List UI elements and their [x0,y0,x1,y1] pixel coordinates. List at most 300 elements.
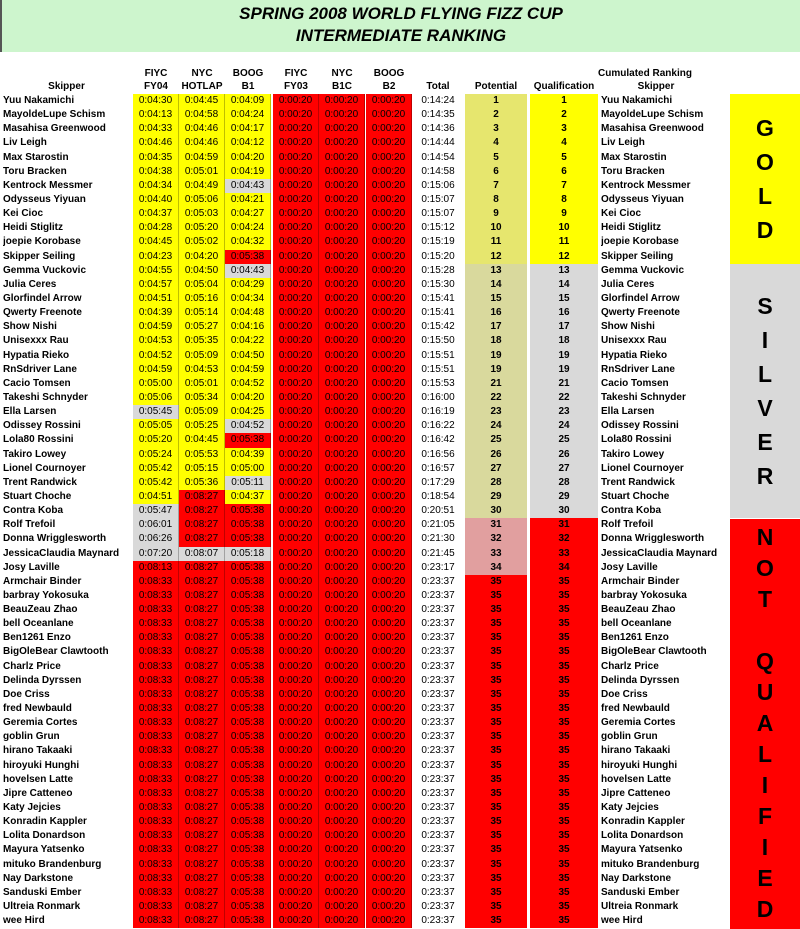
qualification-rank: 6 [530,165,598,179]
time-b1c: 0:00:20 [319,179,365,193]
potential-rank: 9 [465,207,527,221]
time-fy03: 0:00:20 [273,518,319,532]
time-b1: 0:04:59 [225,363,271,377]
time-hotlap: 0:05:16 [179,292,225,306]
skipper-name: Odissey Rossini [3,420,81,432]
time-fy03: 0:00:20 [273,221,319,235]
header-fiyc-fy03-line1: FIYC [284,68,308,79]
potential-rank: 22 [465,391,527,405]
time-hotlap: 0:08:27 [179,801,225,815]
time-b1: 0:05:38 [225,589,271,603]
time-fy03: 0:00:20 [273,900,319,914]
skipper-name: Takeshi Schnyder [3,391,88,403]
time-hotlap: 0:05:01 [179,165,225,179]
qualification-rank: 35 [530,872,598,886]
header-nyc-hotlap-line1: NYC [191,68,213,79]
time-fy03: 0:00:20 [273,250,319,264]
time-b1: 0:05:38 [225,872,271,886]
table-row [0,306,730,320]
time-b2: 0:00:20 [366,645,412,659]
total-time: 0:23:37 [421,703,455,715]
time-fy03: 0:00:20 [273,617,319,631]
qualification-rank: 12 [530,250,598,264]
qualification-rank: 2 [530,108,598,122]
time-hotlap: 0:08:27 [179,843,225,857]
time-b1: 0:05:00 [225,462,271,476]
time-b1c: 0:00:20 [319,504,365,518]
skipper-name: Charlz Price [3,660,61,672]
time-fy04: 0:08:33 [133,801,179,815]
cumulated-skipper-name: Mayura Yatsenko [601,844,683,856]
total-time: 0:23:37 [421,717,455,729]
potential-rank: 19 [465,349,527,363]
potential-rank: 35 [465,815,527,829]
time-hotlap: 0:08:27 [179,504,225,518]
time-fy03: 0:00:20 [273,801,319,815]
time-fy03: 0:00:20 [273,490,319,504]
total-time: 0:16:00 [421,391,455,403]
table-row [0,264,730,278]
time-fy04: 0:04:46 [133,136,179,150]
time-hotlap: 0:05:20 [179,221,225,235]
cumulated-skipper-name: Rolf Trefoil [601,519,654,531]
potential-rank: 30 [465,504,527,518]
time-b2: 0:00:20 [366,787,412,801]
cumulated-skipper-name: Hypatia Rieko [601,349,668,361]
header-nyc-hotlap-line2: HOTLAP [181,81,223,92]
qualification-rank: 11 [530,235,598,249]
cumulated-skipper-name: Geremia Cortes [601,717,676,729]
skipper-name: Geremia Cortes [3,717,78,729]
cumulated-skipper-name: Lola80 Rossini [601,434,672,446]
time-fy03: 0:00:20 [273,858,319,872]
time-b2: 0:00:20 [366,419,412,433]
time-fy03: 0:00:20 [273,575,319,589]
cumulated-skipper-name: Armchair Binder [601,575,680,587]
time-hotlap: 0:08:27 [179,660,225,674]
time-b2: 0:00:20 [366,476,412,490]
time-hotlap: 0:04:45 [179,433,225,447]
time-hotlap: 0:05:15 [179,462,225,476]
time-hotlap: 0:04:49 [179,179,225,193]
skipper-name: JessicaClaudia Maynard [3,547,120,559]
total-time: 0:23:37 [421,844,455,856]
time-b1: 0:05:38 [225,702,271,716]
cumulated-skipper-name: hiroyuki Hunghi [601,759,678,771]
time-fy04: 0:08:33 [133,900,179,914]
time-fy03: 0:00:20 [273,744,319,758]
time-fy04: 0:04:30 [133,94,179,108]
time-b1c: 0:00:20 [319,660,365,674]
header-nyc-b1c-line2: B1C [331,81,352,92]
table-row [0,872,730,886]
skipper-name: Show Nishi [3,321,57,333]
time-b1c: 0:00:20 [319,801,365,815]
skipper-name: Heidi Stiglitz [3,222,63,234]
time-b1: 0:05:38 [225,914,271,928]
cumulated-skipper-name: Masahisa Greenwood [601,123,704,135]
total-time: 0:23:37 [421,759,455,771]
cumulated-skipper-name: Kentrock Messmer [601,179,691,191]
group-label-letter: S [757,293,773,320]
time-b1c: 0:00:20 [319,235,365,249]
time-b1c: 0:00:20 [319,462,365,476]
time-b1: 0:05:38 [225,631,271,645]
header-boog-b2-line2: B2 [382,81,396,92]
table-row [0,787,730,801]
time-hotlap: 0:08:27 [179,532,225,546]
skipper-name: Ella Larsen [3,406,57,418]
potential-rank: 35 [465,660,527,674]
time-fy03: 0:00:20 [273,603,319,617]
time-fy04: 0:05:05 [133,419,179,433]
time-b1c: 0:00:20 [319,631,365,645]
total-time: 0:21:45 [421,547,455,559]
time-fy04: 0:04:59 [133,320,179,334]
qualification-rank: 35 [530,787,598,801]
time-hotlap: 0:05:53 [179,448,225,462]
time-fy04: 0:08:33 [133,688,179,702]
time-fy04: 0:04:28 [133,221,179,235]
qualification-rank: 9 [530,207,598,221]
skipper-name: wee Hird [3,915,45,927]
time-b1c: 0:00:20 [319,207,365,221]
time-fy03: 0:00:20 [273,235,319,249]
qualification-rank: 35 [530,914,598,928]
time-b1: 0:05:38 [225,660,271,674]
table-row [0,235,730,249]
qualification-rank: 35 [530,886,598,900]
qualification-rank: 22 [530,391,598,405]
time-b1: 0:05:38 [225,250,271,264]
group-label-letter: T [757,586,773,613]
skipper-name: Sanduski Ember [3,886,82,898]
table-row [0,532,730,546]
table-row [0,674,730,688]
total-time: 0:17:29 [421,476,455,488]
total-time: 0:14:58 [421,165,455,177]
time-fy03: 0:00:20 [273,334,319,348]
time-fy03: 0:00:20 [273,405,319,419]
cumulated-skipper-name: Donna Wrigglesworth [601,533,705,545]
time-fy03: 0:00:20 [273,716,319,730]
table-row [0,829,730,843]
time-fy04: 0:08:33 [133,631,179,645]
header-fiyc-fy04-line1: FIYC [144,68,168,79]
table-row [0,914,730,928]
time-fy03: 0:00:20 [273,688,319,702]
table-row [0,250,730,264]
potential-rank: 7 [465,179,527,193]
total-time: 0:23:37 [421,660,455,672]
group-label-letter: U [756,679,774,706]
time-b1c: 0:00:20 [319,645,365,659]
cumulated-skipper-name: MayoldeLupe Schism [601,109,704,121]
time-b1: 0:05:11 [225,476,271,490]
time-b1: 0:04:20 [225,151,271,165]
qualification-rank: 7 [530,179,598,193]
total-time: 0:15:51 [421,363,455,375]
time-b1c: 0:00:20 [319,843,365,857]
time-hotlap: 0:04:58 [179,108,225,122]
time-b1: 0:04:16 [225,320,271,334]
total-time: 0:23:37 [421,816,455,828]
time-hotlap: 0:08:27 [179,490,225,504]
total-time: 0:15:50 [421,335,455,347]
potential-rank: 4 [465,136,527,150]
potential-rank: 8 [465,193,527,207]
potential-rank: 35 [465,759,527,773]
group-label-letter: O [756,148,774,175]
potential-rank: 26 [465,448,527,462]
total-time: 0:23:37 [421,632,455,644]
qualification-rank: 34 [530,561,598,575]
time-fy04: 0:04:38 [133,165,179,179]
skipper-name: goblin Grun [3,731,60,743]
table-row [0,165,730,179]
qualification-rank: 19 [530,349,598,363]
table-row [0,278,730,292]
time-b2: 0:00:20 [366,250,412,264]
time-fy03: 0:00:20 [273,433,319,447]
time-fy03: 0:00:20 [273,759,319,773]
potential-rank: 23 [465,405,527,419]
time-fy03: 0:00:20 [273,702,319,716]
time-hotlap: 0:08:27 [179,603,225,617]
time-b1c: 0:00:20 [319,914,365,928]
header-skipper: Skipper [48,81,85,92]
skipper-name: Max Starostin [3,151,69,163]
time-b2: 0:00:20 [366,900,412,914]
time-fy03: 0:00:20 [273,476,319,490]
time-b1: 0:04:24 [225,221,271,235]
time-b1: 0:05:38 [225,815,271,829]
cumulated-skipper-name: Josy Laville [601,561,658,573]
potential-rank: 35 [465,872,527,886]
time-b1c: 0:00:20 [319,419,365,433]
time-b2: 0:00:20 [366,886,412,900]
table-row [0,547,730,561]
time-b2: 0:00:20 [366,151,412,165]
time-fy03: 0:00:20 [273,886,319,900]
potential-rank: 31 [465,518,527,532]
skipper-name: Skipper Seiling [3,250,76,262]
cumulated-skipper-name: JessicaClaudia Maynard [601,547,718,559]
qualification-rank: 21 [530,377,598,391]
time-b1c: 0:00:20 [319,136,365,150]
qualification-rank: 10 [530,221,598,235]
time-b2: 0:00:20 [366,448,412,462]
potential-rank: 35 [465,858,527,872]
time-hotlap: 0:08:27 [179,674,225,688]
table-row [0,207,730,221]
potential-rank: 32 [465,532,527,546]
skipper-name: Glorfindel Arrow [3,292,82,304]
total-time: 0:15:19 [421,236,455,248]
table-row [0,448,730,462]
skipper-name: Lolita Donardson [3,830,86,842]
time-b2: 0:00:20 [366,235,412,249]
time-b1: 0:05:38 [225,730,271,744]
total-time: 0:23:37 [421,773,455,785]
table-row [0,391,730,405]
skipper-name: bell Oceanlane [3,618,74,630]
time-hotlap: 0:08:27 [179,575,225,589]
time-hotlap: 0:08:07 [179,547,225,561]
time-b2: 0:00:20 [366,744,412,758]
header-fiyc-fy04-line2: FY04 [144,81,168,92]
group-label-silver [730,264,800,519]
total-time: 0:23:37 [421,618,455,630]
time-b2: 0:00:20 [366,122,412,136]
time-fy03: 0:00:20 [273,829,319,843]
time-b1c: 0:00:20 [319,900,365,914]
cumulated-skipper-name: hovelsen Latte [601,773,672,785]
time-fy04: 0:08:33 [133,872,179,886]
total-time: 0:14:24 [421,95,455,106]
total-time: 0:23:37 [421,646,455,658]
time-b1c: 0:00:20 [319,405,365,419]
time-fy04: 0:04:34 [133,179,179,193]
table-row [0,518,730,532]
total-time: 0:15:41 [421,292,455,304]
potential-rank: 5 [465,151,527,165]
time-fy03: 0:00:20 [273,419,319,433]
time-b1: 0:04:43 [225,179,271,193]
group-label-letter: Q [756,648,774,675]
skipper-name: Lionel Cournoyer [3,462,86,474]
time-b2: 0:00:20 [366,561,412,575]
time-b1c: 0:00:20 [319,264,365,278]
time-hotlap: 0:08:27 [179,872,225,886]
potential-rank: 27 [465,462,527,476]
time-b1: 0:04:27 [225,207,271,221]
potential-rank: 25 [465,433,527,447]
time-b1: 0:05:38 [225,674,271,688]
table-row [0,843,730,857]
time-fy04: 0:08:33 [133,702,179,716]
potential-rank: 17 [465,320,527,334]
time-b1c: 0:00:20 [319,165,365,179]
qualification-rank: 25 [530,433,598,447]
group-label-letter: E [757,429,773,456]
total-time: 0:21:05 [421,519,455,531]
cumulated-skipper-name: Odysseus Yiyuan [601,193,684,205]
time-fy03: 0:00:20 [273,660,319,674]
skipper-name: Ben1261 Enzo [3,632,71,644]
cumulated-skipper-name: Max Starostin [601,151,667,163]
time-b1c: 0:00:20 [319,744,365,758]
table-row [0,476,730,490]
skipper-name: Donna Wrigglesworth [3,533,107,545]
potential-rank: 35 [465,773,527,787]
total-time: 0:23:37 [421,674,455,686]
time-hotlap: 0:04:46 [179,122,225,136]
time-b1c: 0:00:20 [319,292,365,306]
time-b2: 0:00:20 [366,391,412,405]
time-b1: 0:05:38 [225,787,271,801]
skipper-name: Masahisa Greenwood [3,123,106,135]
time-fy04: 0:04:23 [133,250,179,264]
time-fy03: 0:00:20 [273,730,319,744]
header-nyc-b1c-line1: NYC [331,68,353,79]
time-b1c: 0:00:20 [319,151,365,165]
time-b1c: 0:00:20 [319,193,365,207]
time-fy03: 0:00:20 [273,631,319,645]
time-b1: 0:04:12 [225,136,271,150]
time-b1: 0:05:38 [225,716,271,730]
time-b1: 0:05:38 [225,759,271,773]
potential-rank: 29 [465,490,527,504]
cumulated-skipper-name: Stuart Choche [601,490,670,502]
time-b1: 0:05:38 [225,744,271,758]
time-b1c: 0:00:20 [319,334,365,348]
time-fy04: 0:04:39 [133,306,179,320]
skipper-name: Yuu Nakamichi [3,95,75,106]
skipper-name: Qwerty Freenote [3,307,82,319]
skipper-name: Takiro Lowey [3,448,67,460]
total-time: 0:23:17 [421,561,455,573]
skipper-name: fred Newbauld [3,703,72,715]
qualification-rank: 35 [530,801,598,815]
time-fy04: 0:08:33 [133,787,179,801]
group-label-not [730,519,800,929]
time-fy04: 0:08:33 [133,914,179,928]
cumulated-skipper-name: Katy Jejcies [601,802,659,814]
group-label-letter [762,615,768,646]
time-b1: 0:05:38 [225,433,271,447]
cumulated-skipper-name: fred Newbauld [601,703,670,715]
time-b1c: 0:00:20 [319,320,365,334]
skipper-name: joepie Korobase [3,236,81,248]
time-hotlap: 0:04:20 [179,250,225,264]
time-fy04: 0:08:33 [133,886,179,900]
time-b1: 0:04:52 [225,377,271,391]
table-row [0,603,730,617]
time-fy04: 0:04:37 [133,207,179,221]
total-time: 0:15:41 [421,307,455,319]
time-fy04: 0:04:33 [133,122,179,136]
time-b2: 0:00:20 [366,773,412,787]
time-b2: 0:00:20 [366,532,412,546]
table-row [0,617,730,631]
total-time: 0:21:30 [421,533,455,545]
potential-rank: 1 [465,94,527,108]
table-row [0,136,730,150]
time-b1c: 0:00:20 [319,702,365,716]
time-fy04: 0:04:53 [133,334,179,348]
time-b1: 0:04:52 [225,419,271,433]
time-hotlap: 0:08:27 [179,518,225,532]
skipper-name: Hypatia Rieko [3,349,70,361]
time-b1: 0:05:38 [225,829,271,843]
time-b2: 0:00:20 [366,843,412,857]
time-fy03: 0:00:20 [273,872,319,886]
qualification-rank: 35 [530,645,598,659]
time-b1c: 0:00:20 [319,858,365,872]
total-time: 0:20:51 [421,505,455,517]
skipper-name: Jipre Catteneo [3,787,73,799]
total-time: 0:23:37 [421,604,455,616]
time-b2: 0:00:20 [366,363,412,377]
total-time: 0:15:53 [421,377,455,389]
potential-rank: 28 [465,476,527,490]
time-b1: 0:05:18 [225,547,271,561]
group-label-letter: I [761,834,769,861]
time-b1: 0:04:17 [225,122,271,136]
time-b1c: 0:00:20 [319,377,365,391]
skipper-name: Liv Leigh [3,137,47,149]
